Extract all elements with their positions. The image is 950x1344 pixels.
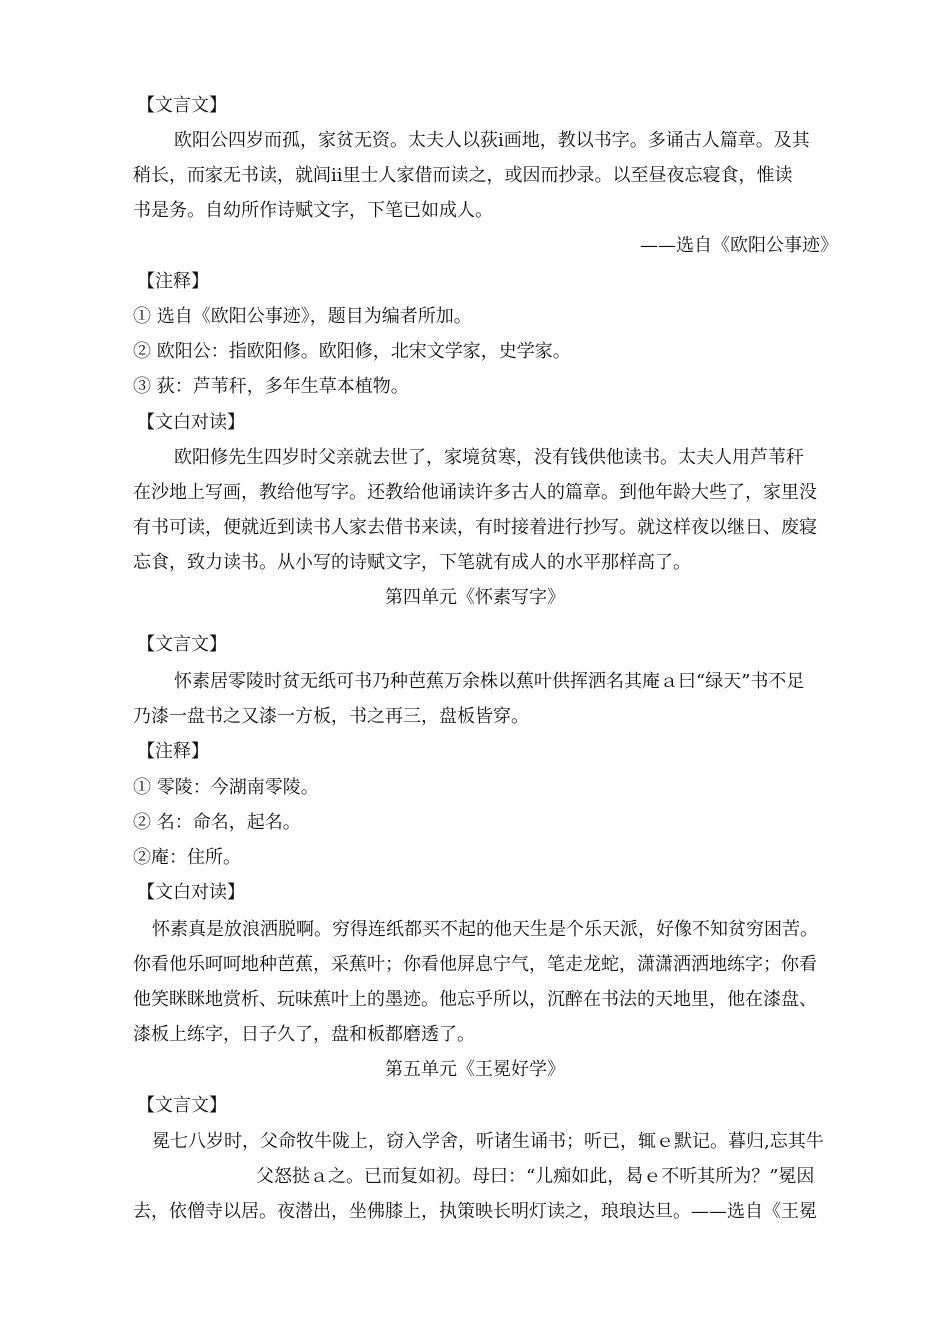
classical-line: 稍长，而家无书读，就闾ⅱ里士人家借而读之，或因而抄录。以至昼夜忘寝食，惟读 [133, 165, 793, 186]
translation-line: 在沙地上写画，教给他写字。还教给他诵读许多古人的篇章。到他年龄大些了，家里没 [133, 482, 817, 503]
classical-line: 书是务。自幼所作诗赋文字，下笔已如成人。 [133, 200, 493, 221]
heading-notes: 【注释】 [137, 741, 209, 762]
unit-title: 第五单元《王冕好学》 [385, 1059, 565, 1080]
classical-line: 父怒挞ａ之。已而复如初。母曰：“儿痴如此，曷ｅ不听其所为？”冕因 [256, 1166, 815, 1187]
heading-classical: 【文言文】 [137, 1095, 227, 1116]
heading-classical: 【文言文】 [137, 634, 227, 655]
classical-line: 怀素居零陵时贫无纸可书乃种芭蕉万余株以蕉叶供挥洒名其庵ａ曰“绿天”书不足 [174, 671, 805, 692]
translation-line: 有书可读，便就近到读书人家去借书来读，有时接着进行抄写。就这样夜以继日、废寝 [133, 517, 817, 538]
note-item: ③ 荻：芦苇秆，多年生草本植物。 [133, 376, 409, 397]
note-item: ① 零陵：今湖南零陵。 [133, 777, 319, 798]
translation-line: 怀素真是放浪洒脱啊。穷得连纸都买不起的他天生是个乐天派，好像不知贫穷困苦。 [152, 919, 818, 940]
heading-notes: 【注释】 [137, 271, 209, 292]
translation-line: 你看他乐呵呵地种芭蕉，采蕉叶；你看他屏息宁气，笔走龙蛇，潇潇洒洒地练字；你看 [133, 954, 817, 975]
source-citation: ——选自《欧阳公事迹》 [640, 235, 838, 256]
translation-line: 欧阳修先生四岁时父亲就去世了，家境贫寒，没有钱供他读书。太夫人用芦苇秆 [174, 447, 804, 468]
heading-translation: 【文白对读】 [137, 882, 245, 903]
note-item: ②庵：住所。 [133, 847, 241, 868]
note-item: ② 名：命名，起名。 [133, 812, 301, 833]
translation-line: 忘食，致力读书。从小写的诗赋文字，下笔就有成人的水平那样高了。 [133, 552, 691, 573]
note-item: ① 选自《欧阳公事迹》，题目为编者所加。 [133, 306, 472, 327]
translation-line: 他笑眯眯地赏析、玩味蕉叶上的墨迹。他忘乎所以，沉醉在书法的天地里，他在漆盘、 [133, 989, 817, 1010]
classical-line: 欧阳公四岁而孤，家贫无资。太夫人以荻ⅰ画地，教以书字。多诵古人篇章。及其 [174, 130, 810, 151]
classical-line: 冕七八岁时，父命牧牛陇上，窃入学舍，听诸生诵书；听已，辄ｅ默记。暮归,忘其牛 [152, 1131, 824, 1152]
classical-line: 去，依僧寺以居。夜潜出，坐佛膝上，执策映长明灯读之，琅琅达旦。——选自《王冕 [133, 1201, 817, 1222]
unit-title: 第四单元《怀素写字》 [385, 587, 565, 608]
note-item: ② 欧阳公：指欧阳修。欧阳修，北宋文学家，史学家。 [133, 341, 571, 362]
classical-line: 乃漆一盘书之又漆一方板，书之再三，盘板皆穿。 [133, 706, 529, 727]
translation-line: 漆板上练字，日子久了，盘和板都磨透了。 [133, 1024, 475, 1045]
heading-translation: 【文白对读】 [137, 412, 245, 433]
heading-classical: 【文言文】 [137, 95, 227, 116]
